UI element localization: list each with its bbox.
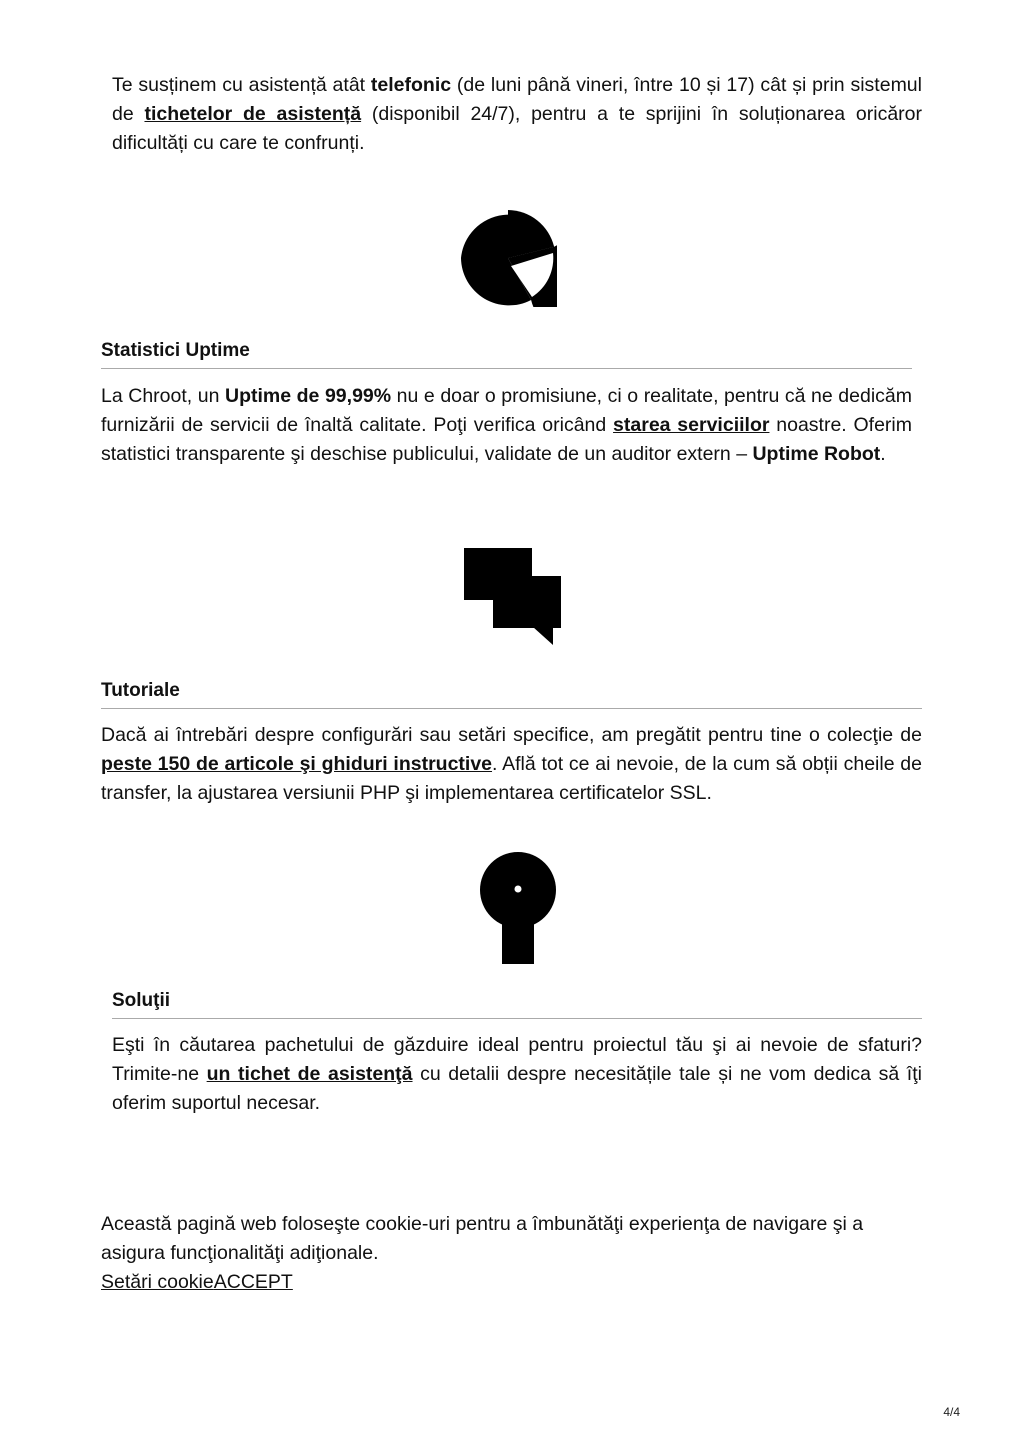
tutorials-text-end: . Află tot ce ai nevoie, de la cum să obții cheile de transfer, la ajustarea versiunii PHP şi implementarea certificatelor SSL. (101, 753, 922, 804)
service-status-link[interactable]: starea serviciilor (613, 414, 770, 436)
chat-bubbles-icon (463, 547, 563, 647)
pie-chart-icon (459, 209, 557, 307)
uptime-paragraph (101, 382, 912, 469)
cookie-accept-link[interactable]: ACCEPT (213, 1271, 293, 1293)
support-paragraph (112, 71, 922, 158)
support-text-start: Te susținem cu asistență atât (112, 74, 371, 96)
tutorials-paragraph (101, 721, 922, 808)
uptime-heading: Statistici Uptime (101, 340, 912, 369)
cookie-notice-text: Această pagină web foloseşte cookie-uri pentru a îmbunătăţi experienţa de navigare şi a asigura funcţionalităţi adiţionale. (101, 1213, 864, 1264)
uptime-text-mid1: nu e doar o promisiune, ci o realitate, pentru că ne dedicăm furnizării de servicii de înaltă calitate. Poţi verifica oricând (101, 385, 912, 436)
solutions-text-start: Eşti în căutarea pachetului de găzduire ideal pentru proiectul tău şi ai nevoie de sfaturi? Trimite-ne (112, 1034, 922, 1085)
tutorials-heading: Tutoriale (101, 680, 922, 709)
support-text-mid: (de luni până vineri, între 10 și 17) cât și prin sistemul de (112, 74, 922, 125)
cookie-actions (101, 1268, 293, 1297)
uptime-value-bold: Uptime de 99,99% (225, 385, 392, 407)
uptime-text-start: La Chroot, un (101, 385, 225, 407)
solutions-paragraph (112, 1031, 922, 1118)
uptime-text-mid2: noastre. Oferim statistici transparente şi deschise publicului, validate de un auditor extern – (101, 414, 913, 465)
tutorials-text-start: Dacă ai întrebări despre configurări sau setări specifice, am pregătit pentru tine o colecţie de (101, 724, 922, 746)
articles-link[interactable]: peste 150 de articole şi ghiduri instructive (101, 753, 493, 775)
cookie-settings-link[interactable]: Setări cookie (101, 1271, 214, 1293)
solutions-heading: Soluţii (112, 990, 922, 1019)
tickets-link[interactable]: tichetelor de asistență (144, 103, 362, 125)
uptime-text-end: . (880, 443, 886, 465)
support-text-end: (disponibil 24/7), pentru a te sprijini în soluționarea oricăror dificultăți cu care te confrunți. (112, 103, 923, 154)
support-ticket-link[interactable]: un tichet de asistenţă (206, 1063, 413, 1085)
solutions-text-end: cu detalii despre necesitățile tale și ne vom dedica să îţi oferim suportul necesar. (112, 1063, 922, 1114)
lightbulb-icon (479, 851, 559, 965)
uptime-robot-bold: Uptime Robot (752, 443, 881, 465)
support-phone-bold: telefonic (370, 74, 452, 96)
page-number: 4/4 (943, 1405, 960, 1419)
